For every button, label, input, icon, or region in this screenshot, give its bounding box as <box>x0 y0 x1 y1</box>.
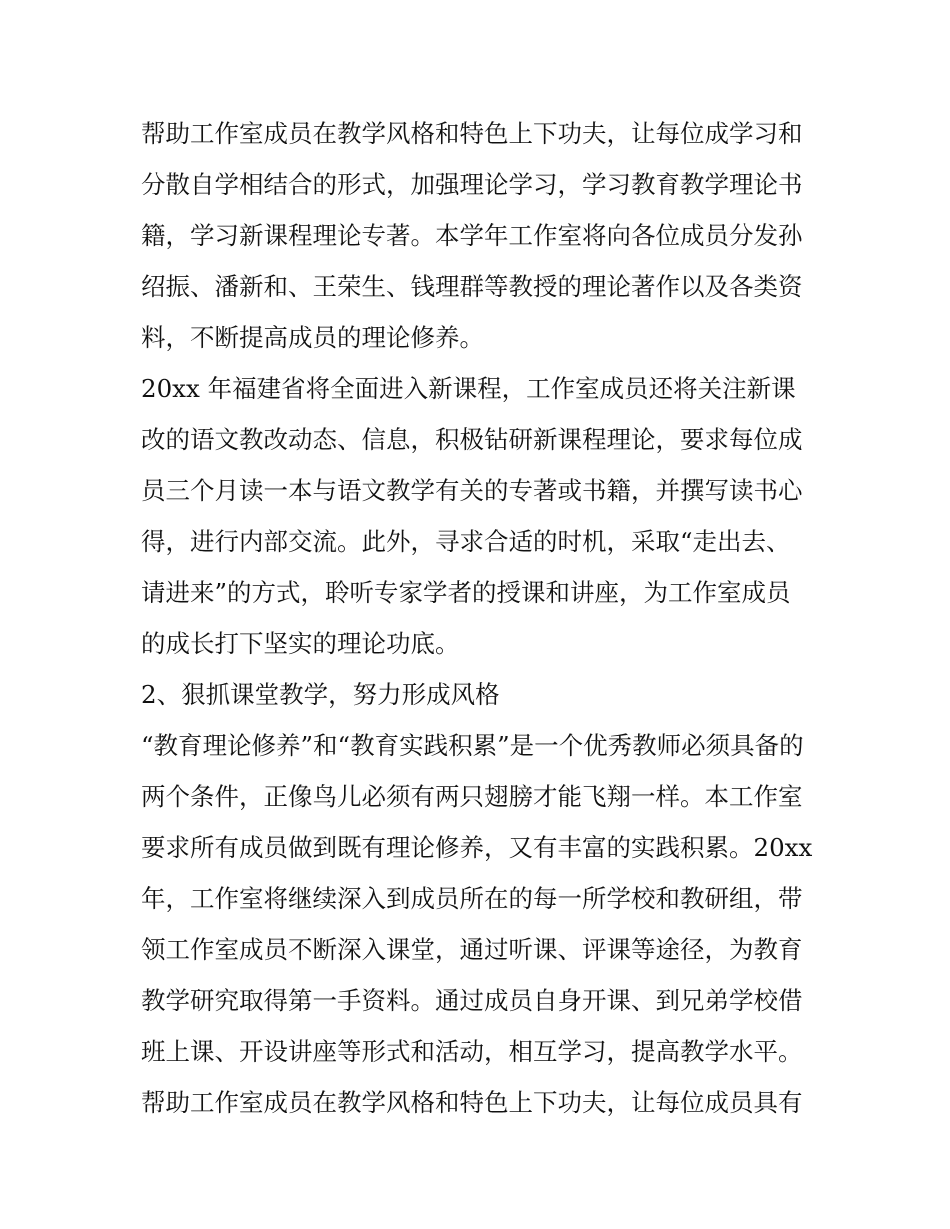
text-line: 要求所有成员做到既有理论修养，又有丰富的实践积累。20xx <box>141 833 813 862</box>
text-line: 20xx 年福建省将全面进入新课程，工作室成员还将关注新课 <box>141 374 796 403</box>
text-line: 得，进行内部交流。此外，寻求合适的时机，采取“走出去、 <box>141 527 791 556</box>
text-line: 分散自学相结合的形式，加强理论学习，学习教育教学理论书 <box>141 170 803 199</box>
text-line: 的成长打下坚实的理论功底。 <box>141 629 460 658</box>
text-line: 改的语文教改动态、信息，积极钻研新课程理论，要求每位成 <box>141 425 803 454</box>
document-body <box>141 108 821 1128</box>
text-line: 教学研究取得第一手资料。通过成员自身开课、到兄弟学校借 <box>141 986 803 1015</box>
text-line: 籍，学习新课程理论专著。本学年工作室将向各位成员分发孙 <box>141 221 803 250</box>
text-line: 绍振、潘新和、王荣生、钱理群等教授的理论著作以及各类资 <box>141 272 803 301</box>
text-line: 帮助工作室成员在教学风格和特色上下功夫，让每位成员具有 <box>141 1088 803 1117</box>
text-line: 员三个月读一本与语文教学有关的专著或书籍，并撰写读书心 <box>141 476 803 505</box>
text-line: “教育理论修养”和“教育实践积累”是一个优秀教师必须具备的 <box>141 731 804 760</box>
text-line: 请进来”的方式，聆听专家学者的授课和讲座，为工作室成员 <box>141 578 791 607</box>
text-line: 年，工作室将继续深入到成员所在的每一所学校和教研组，带 <box>141 884 803 913</box>
text-line: 两个条件，正像鸟儿必须有两只翅膀才能飞翔一样。本工作室 <box>141 782 803 811</box>
text-line: 领工作室成员不断深入课堂，通过听课、评课等途径，为教育 <box>141 935 803 964</box>
text-line: 班上课、开设讲座等形式和活动，相互学习，提高教学水平。 <box>141 1037 803 1066</box>
text-line: 料，不断提高成员的理论修养。 <box>141 323 484 352</box>
text-line: 帮助工作室成员在教学风格和特色上下功夫，让每位成学习和 <box>141 119 803 148</box>
section-heading: 2、狠抓课堂教学，努力形成风格 <box>141 680 500 709</box>
